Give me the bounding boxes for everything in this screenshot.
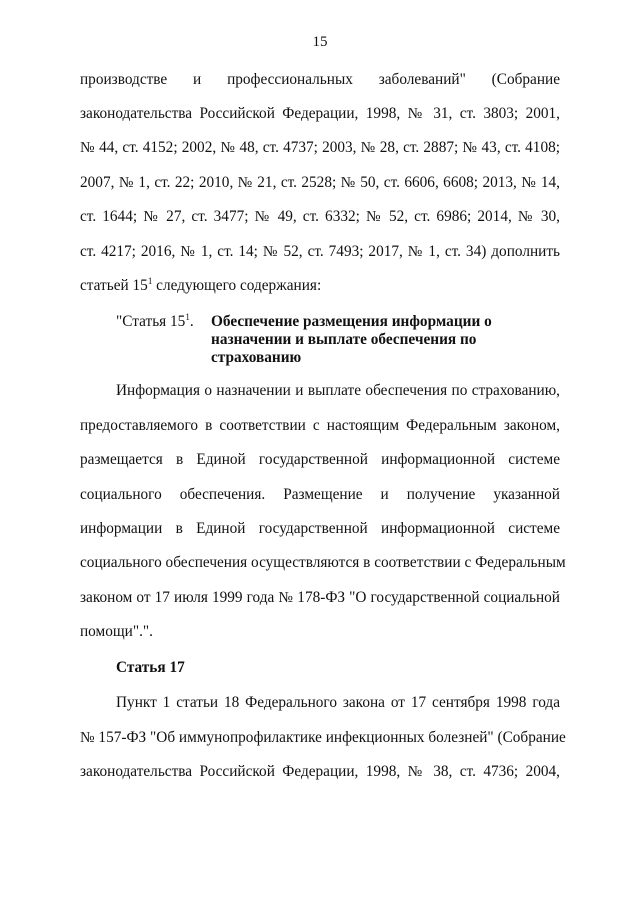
text-fragment: статьей 15 — [80, 277, 148, 294]
article-label — [116, 312, 194, 332]
article-title-line: назначении и выплате обеспечения по — [211, 331, 477, 348]
text-line: социального обеспечения осуществляются в соответствии с Федеральным — [80, 554, 566, 571]
text-line: ст. 1644; № 27, ст. 3477; № 49, ст. 6332; № 52, ст. 6986; 2014, № 30, — [80, 208, 560, 225]
text-line: Информация о назначении и выплате обеспечения по страхованию, — [116, 382, 560, 399]
text-fragment: следующего содержания: — [152, 277, 322, 294]
text-line: 2007, № 1, ст. 22; 2010, № 21, ст. 2528; № 50, ст. 6606, 6608; 2013, № 14, — [80, 174, 560, 191]
text-line: законодательства Российской Федерации, 1998, № 31, ст. 3803; 2001, — [80, 105, 560, 122]
text-line-with-superscript — [80, 276, 560, 296]
text-line: размещается в Единой государственной информационной системе — [80, 451, 560, 468]
article-title-line: страхованию — [211, 349, 302, 366]
page-number: 15 — [312, 34, 328, 50]
text-line: помощи".". — [80, 623, 153, 640]
text-line: № 157-ФЗ "Об иммунопрофилактике инфекционных болезней" (Собрание — [80, 729, 566, 746]
article-17-heading: Статья 17 — [116, 659, 185, 676]
article-title — [211, 313, 531, 367]
text-line: № 44, ст. 4152; 2002, № 48, ст. 4737; 2003, № 28, ст. 2887; № 43, ст. 4108; — [80, 139, 560, 156]
text-line: ст. 4217; 2016, № 1, ст. 14; № 52, ст. 7493; 2017, № 1, ст. 34) дополнить — [80, 243, 560, 260]
text-line: Пункт 1 статьи 18 Федерального закона от 17 сентября 1998 года — [116, 694, 560, 711]
text-line: производстве и профессиональных заболеваний" (Собрание — [80, 71, 560, 88]
superscript: 1 — [185, 312, 190, 322]
text-line: предоставляемого в соответствии с настоящим Федеральным законом, — [80, 417, 560, 434]
article-title-line: Обеспечение размещения информации о — [211, 313, 492, 330]
text-fragment: "Статья 15 — [116, 313, 186, 330]
text-line: законом от 17 июля 1999 года № 178-ФЗ "О государственной социальной — [80, 589, 560, 606]
text-line: социального обеспечения. Размещение и получение указанной — [80, 486, 560, 503]
text-line: информации в Единой государственной информационной системе — [80, 520, 560, 537]
text-fragment: . — [189, 313, 194, 330]
text-line: законодательства Российской Федерации, 1998, № 38, ст. 4736; 2004, — [80, 763, 560, 780]
superscript: 1 — [147, 276, 153, 286]
